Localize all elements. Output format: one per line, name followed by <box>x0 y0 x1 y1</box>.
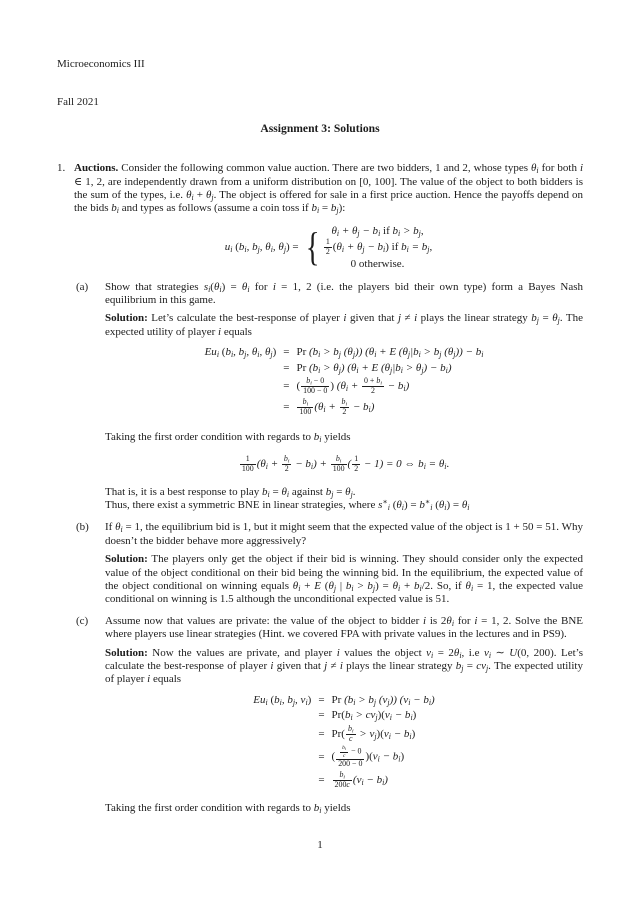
align-a-row-3 <box>205 376 484 397</box>
align-c-rel-4: = <box>318 750 325 763</box>
part-c-solution-text: Now the values are private, and player i values the object $v_i = 2\theta_i$, i.e $v_i$ ∼ U(0, 200). Let’s calculate the best-response of player i given that j ≠ i plays the linear strategy $b_j = cv_j$. The expected utility of player i equals <box>105 646 583 686</box>
align-a-rel-2: = <box>283 361 290 374</box>
part-a-solution-lead: Solution: <box>105 312 148 325</box>
payoff-case-2: $\frac{1}{2}$ $(\theta_i + \theta_j - b_i)$ if $b_i = b_j$, <box>325 236 433 256</box>
equation-align-a <box>205 345 484 417</box>
part-b-solution <box>105 553 583 607</box>
part-c-foc-text: Taking the first order condition with regards to $b_i$ yields <box>105 801 351 815</box>
page-title: Assignment 3: Solutions <box>260 121 380 135</box>
align-c-rel-5: = <box>318 773 325 786</box>
part-c-solution <box>105 647 583 687</box>
problem-intro-text: Consider the following common value auction. There are two bidders, 1 and 2, whose types $\theta_i$ for both i ∈ 1, 2, are independently drawn from a uniform distribution on [0, 100]. The value of the object to both bidders is the sum of the types, i.e. $\theta_i + \theta_j$. The object is offered for sale in a first price auction. Hence the payoffs depend on the bids $b_i$ and types as follows (assume a coin toss if $b_i = b_j$): <box>74 162 584 216</box>
problem-number: 1. <box>57 162 66 175</box>
part-b <box>74 521 583 606</box>
align-a-rhs-4: $\frac{b_i}{100}$ ($\theta_i$ + $\frac{b_i}{2}$ − $b_i$) <box>299 396 375 416</box>
problem-1 <box>57 162 583 815</box>
align-a-rhs-2: Pr $(b_i > \theta_j) (\theta_i + E$ $(\theta_j|b_i > \theta_j) - b_i$) <box>296 361 452 375</box>
align-a-row-4 <box>205 397 484 418</box>
problem-body <box>74 162 583 815</box>
equation-foc: $\frac{1}{100}$ ($\theta_i$ + $\frac{b_i}{2}$ − $b_i$) + $\frac{b_i}{100}$ ( $\frac{1}{2}$ − 1) = 0 ⇔ $b_i = \theta_i$. <box>241 453 450 473</box>
part-a-body <box>105 281 583 513</box>
equation-payoff-cases <box>323 224 432 271</box>
part-a <box>74 281 583 513</box>
term-label: Fall 2021 <box>57 96 99 109</box>
align-c-row-5 <box>253 770 434 791</box>
align-c-row-2 <box>253 708 434 723</box>
equation-payoff <box>74 224 583 271</box>
align-c-rel-2: = <box>318 709 325 722</box>
align-a-row-2 <box>205 361 484 376</box>
part-c-solution-lead: Solution: <box>105 646 148 659</box>
part-b-solution-text: The players only get the object if their bid is winning. They should consider only the expected value of the object conditional on their bid being the winning bid. In the equilibrium, the expected value of the object conditional on winning equals $\theta_i + E$ ($\theta_j$ | $b_i > b_j) = \theta_i + b_i/2$. So, if $\theta_i = 1$, the expected value conditional on winning is 1.5 although the unconditional expected value is 51. <box>105 553 583 606</box>
part-b-label: (b) <box>76 521 89 534</box>
part-a-conclusion: Thus, there exist a symmetric BNE in linear strategies, where $s^∗_i$ $(\theta_i) = b^∗_i$ $(\theta_i) = \theta_i$ <box>105 497 470 512</box>
align-a-row-1 <box>205 345 484 360</box>
part-a-foc-text: Taking the first order condition with regards to $b_i$ yields <box>105 431 351 445</box>
problem-intro <box>74 162 583 216</box>
align-c-rhs-5: $\frac{b_i}{200c}$ $(v_i - b_i)$ <box>334 769 388 789</box>
align-c-lhs: $Eu_i$ ($b_i$, $b_j$, $v_i$) <box>253 693 312 707</box>
page-number: 1 <box>317 838 323 851</box>
part-c-label: (c) <box>76 614 89 627</box>
part-b-solution-lead: Solution: <box>105 553 148 566</box>
align-a-rhs-1: Pr ($b_i > b_j$ $(\theta_j)$) ($\theta_i + E$ ($\theta_j|b_i > b_j$ $(\theta_j)) - b_i$ <box>296 346 484 360</box>
align-a-rel-4: = <box>283 400 290 413</box>
part-b-question: If $\theta_i = 1$, the equilibrium bid is 1, but it might seem that the expected value of the object is 1 + 50 = 51. Why doesn’t the bidder behave more aggressively? <box>105 521 584 547</box>
payoff-case-3: 0 otherwise. <box>350 257 405 270</box>
part-a-question: Show that strategies $s_i(\theta_i) = \theta_i$ for i = 1, 2 (i.e. the players bid their own type) form a Bayes Nash equilibrium in this game. <box>105 280 583 306</box>
align-c-rhs-1: Pr ($b_i > b_j$ $(v_j)$) $(v_i - b_i)$ <box>331 693 435 707</box>
part-c-body <box>105 615 583 815</box>
align-c-rhs-4: ( $\frac{b_i}{c}$ − 0 200 − 0 )$(v_i - b_i)$ <box>331 745 405 769</box>
align-a-rel-3: = <box>283 379 290 392</box>
payoff-case-1: $\theta_i + \theta_j - b_i$ if $b_i > b_j$, <box>331 224 424 238</box>
align-c-rhs-3: Pr( $\frac{b_i}{c}$ > $v_j)(v_i - b_i)$ <box>331 723 416 743</box>
problem-lead: Auctions. <box>74 162 119 175</box>
align-c-rhs-2: $Pr(b_i > cv_j)(v_i - b_i)$ <box>331 709 417 723</box>
align-c-row-3 <box>253 724 434 745</box>
cases-brace: { <box>305 224 320 270</box>
part-b-body <box>105 521 583 606</box>
part-a-best-response: That is, it is a best response to play $b_i = \theta_i$ against $b_j = \theta_j$. <box>105 485 356 499</box>
equation-align-c <box>253 693 434 791</box>
part-c-question: Assume now that values are private: the value of the object to bidder i is $2\theta_i$ for i = 1, 2. Solve the BNE where players use linear strategies (Hint. we covered FPA with private values in the lectures and in PS9). <box>105 614 584 641</box>
part-a-label: (a) <box>76 280 89 293</box>
part-c <box>74 615 583 815</box>
align-c-rel-3: = <box>318 727 325 740</box>
align-c-rel-1: = <box>318 693 325 706</box>
align-c-row-1 <box>253 693 434 708</box>
align-a-lhs: $Eu_i$ ($b_i$, $b_j$, $\theta_i$, $\theta_j$) <box>204 346 277 360</box>
course-title: Microeconomics III <box>57 58 145 70</box>
part-a-solution <box>105 312 583 339</box>
equation-payoff-lhs: $u_i$ ($b_i$, $b_j$, $\theta_i$, $\theta_j$) = <box>224 240 299 254</box>
align-a-rel-1: = <box>283 346 290 359</box>
align-c-row-4 <box>253 744 434 770</box>
part-a-solution-text: Let’s calculate the best-response of player i given that j ≠ i plays the linear strategy $b_j = \theta_j$. The expected utility of player i equals <box>105 312 583 338</box>
align-a-rhs-3: ( $\frac{b_i - 0}{100 - 0}$ ) ($\theta_i$ + $\frac{0 + b_i}{2}$ − $b_i$) <box>296 376 410 395</box>
